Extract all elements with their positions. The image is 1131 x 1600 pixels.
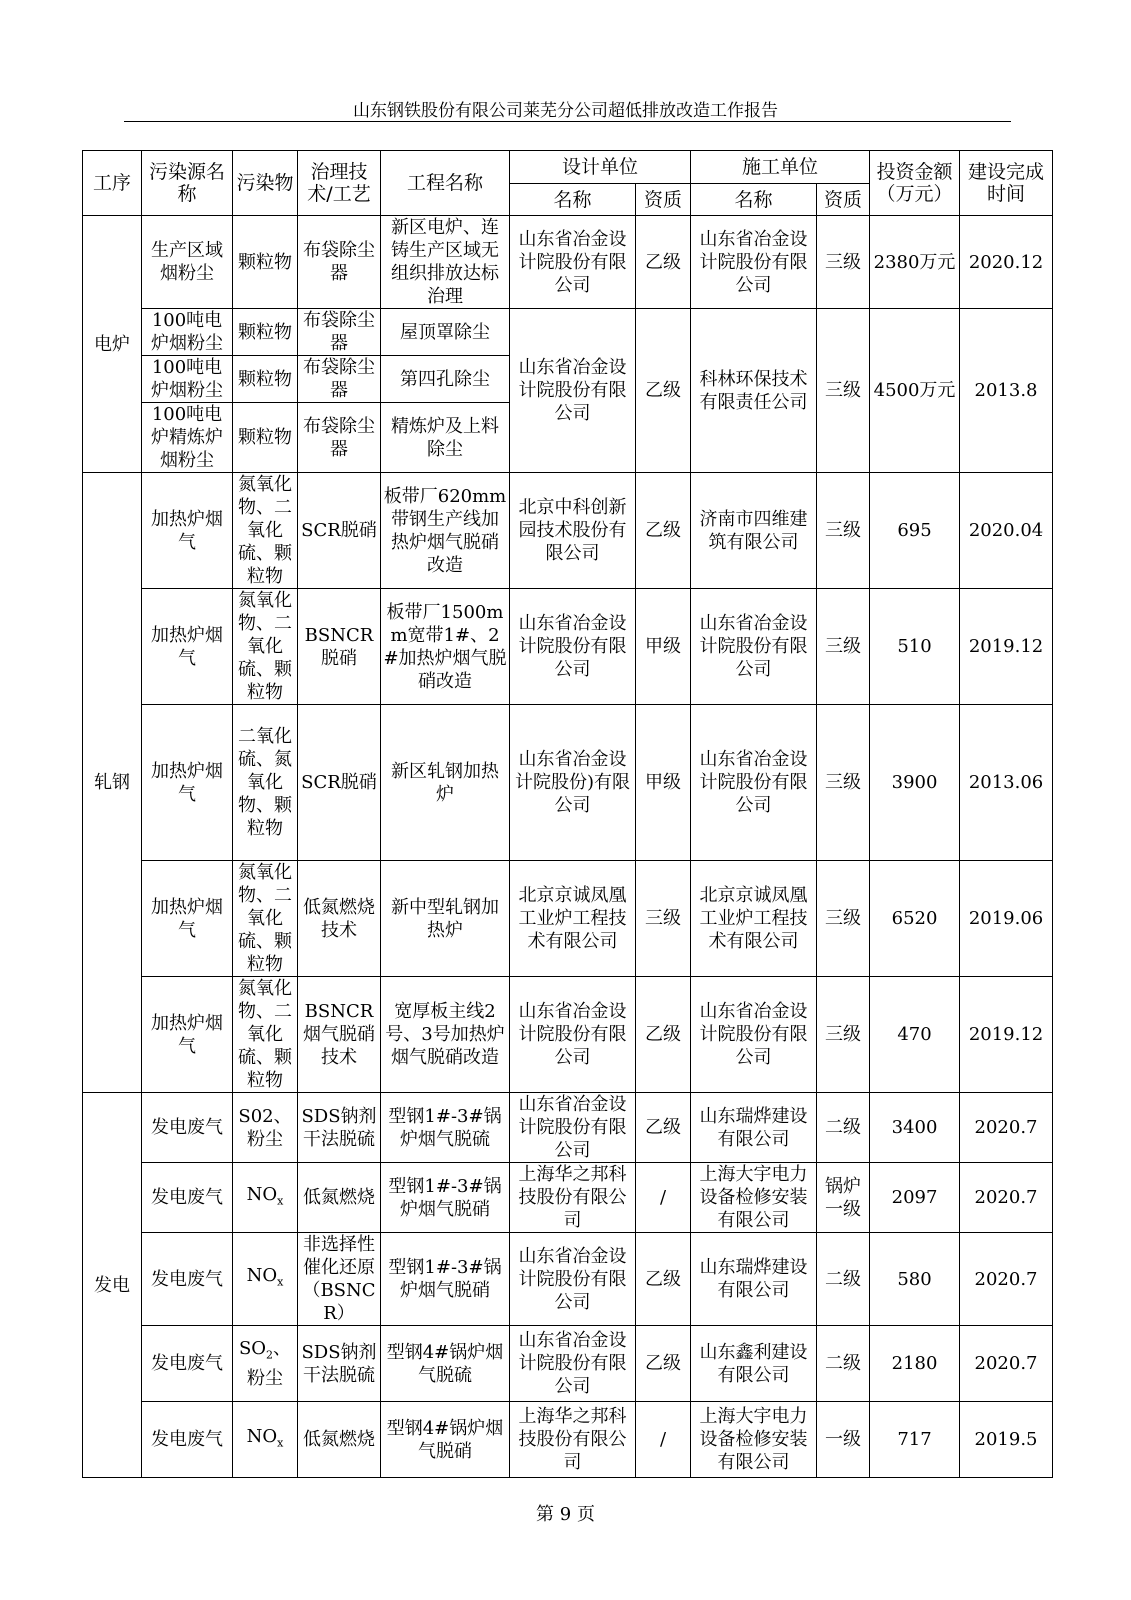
col-pollutant: 污染物 — [233, 151, 298, 216]
cell-construct-qual: 二级 — [817, 1093, 870, 1163]
cell-completion: 2019.06 — [960, 861, 1053, 977]
cell-tech: BSNCR脱硝 — [298, 589, 381, 705]
cell-construct-name: 山东省冶金设计院股份有限公司 — [691, 216, 817, 309]
cell-design-qual: 乙级 — [636, 473, 691, 589]
table-row — [83, 861, 1053, 977]
cell-investment: 2097 — [870, 1163, 960, 1233]
cell-source: 100吨电炉烟粉尘 — [142, 309, 233, 356]
cell-design-name: 山东省冶金设计院股份有限公司 — [510, 589, 636, 705]
header-rule — [124, 121, 1011, 122]
cell-project: 屋顶罩除尘 — [381, 309, 510, 356]
cell-investment: 510 — [870, 589, 960, 705]
table-row — [83, 1326, 1053, 1402]
cell-pollutant: S02、粉尘 — [233, 1093, 298, 1163]
cell-investment: 717 — [870, 1402, 960, 1478]
cell-design-qual: 甲级 — [636, 705, 691, 861]
table-row — [83, 1163, 1053, 1233]
cell-source: 加热炉烟气 — [142, 589, 233, 705]
table-row — [83, 309, 1053, 356]
cell-completion: 2020.7 — [960, 1233, 1053, 1326]
cell-project: 新区轧钢加热炉 — [381, 705, 510, 861]
col-design-name: 名称 — [510, 184, 636, 216]
cell-design-name: 北京中科创新园技术股份有限公司 — [510, 473, 636, 589]
cell-design-name: 山东省冶金设计院股份有限公司 — [510, 216, 636, 309]
cell-tech: SDS钠剂干法脱硫 — [298, 1326, 381, 1402]
pollutant-sub: 2 — [266, 1348, 274, 1362]
cell-tech: 非选择性催化还原（BSNCR） — [298, 1233, 381, 1326]
col-construct-unit: 施工单位 — [691, 151, 870, 184]
cell-tech: SCR脱硝 — [298, 705, 381, 861]
cell-pollutant: 氮氧化物、二氧化硫、颗粒物 — [233, 473, 298, 589]
cell-tech: 布袋除尘器 — [298, 356, 381, 403]
cell-construct-name: 上海大宇电力设备检修安装有限公司 — [691, 1163, 817, 1233]
cell-pollutant: 氮氧化物、二氧化硫、颗粒物 — [233, 861, 298, 977]
cell-source: 发电废气 — [142, 1093, 233, 1163]
cell-design-qual: / — [636, 1163, 691, 1233]
cell-construct-name: 上海大宇电力设备检修安装有限公司 — [691, 1402, 817, 1478]
cell-design-name: 山东省冶金设计院股份有限公司 — [510, 309, 636, 473]
cell-design-qual: 乙级 — [636, 1326, 691, 1402]
cell-pollutant: 颗粒物 — [233, 356, 298, 403]
cell-investment: 3400 — [870, 1093, 960, 1163]
cell-project: 型钢4#锅炉烟气脱硝 — [381, 1402, 510, 1478]
cell-construct-name: 山东省冶金设计院股份有限公司 — [691, 705, 817, 861]
cell-design-qual: 三级 — [636, 861, 691, 977]
cell-tech: 低氮燃烧 — [298, 1402, 381, 1478]
cell-design-name: 山东省冶金设计院股份有限公司 — [510, 1093, 636, 1163]
cell-pollutant — [233, 1402, 298, 1478]
cell-source: 生产区域烟粉尘 — [142, 216, 233, 309]
cell-source: 100吨电炉精炼炉烟粉尘 — [142, 403, 233, 473]
cell-pollutant — [233, 1326, 298, 1402]
cell-pollutant: 颗粒物 — [233, 403, 298, 473]
cell-design-qual: 乙级 — [636, 977, 691, 1093]
cell-project: 第四孔除尘 — [381, 356, 510, 403]
cell-pollutant: 氮氧化物、二氧化硫、颗粒物 — [233, 977, 298, 1093]
cell-construct-qual: 锅炉一级 — [817, 1163, 870, 1233]
col-completion: 建设完成时间 — [960, 151, 1053, 216]
group-fadian: 发电 — [83, 1093, 142, 1478]
cell-design-name: 山东省冶金设计院股份)有限公司 — [510, 705, 636, 861]
col-design-qual: 资质 — [636, 184, 691, 216]
pollutant-main: SO — [238, 1338, 267, 1360]
cell-construct-name: 山东瑞烨建设有限公司 — [691, 1093, 817, 1163]
cell-source: 发电废气 — [142, 1163, 233, 1233]
cell-tech: BSNCR烟气脱硝技术 — [298, 977, 381, 1093]
pollutant-main: NO — [246, 1265, 278, 1287]
table-row — [83, 1233, 1053, 1326]
cell-design-qual: 乙级 — [636, 1093, 691, 1163]
table-row — [83, 216, 1053, 309]
col-process: 工序 — [83, 151, 142, 216]
cell-construct-name: 科林环保技术有限责任公司 — [691, 309, 817, 473]
cell-design-qual: 乙级 — [636, 309, 691, 473]
cell-design-qual: 甲级 — [636, 589, 691, 705]
cell-project: 型钢1#-3#锅炉烟气脱硝 — [381, 1233, 510, 1326]
cell-design-name: 山东省冶金设计院股份有限公司 — [510, 977, 636, 1093]
page-number: 第 9 页 — [536, 1504, 595, 1525]
col-source: 污染源名称 — [142, 151, 233, 216]
cell-source: 发电废气 — [142, 1402, 233, 1478]
cell-source: 加热炉烟气 — [142, 705, 233, 861]
cell-construct-name: 山东瑞烨建设有限公司 — [691, 1233, 817, 1326]
cell-pollutant — [233, 1233, 298, 1326]
cell-construct-qual: 三级 — [817, 977, 870, 1093]
cell-investment: 470 — [870, 977, 960, 1093]
cell-construct-qual: 二级 — [817, 1233, 870, 1326]
cell-completion: 2020.7 — [960, 1326, 1053, 1402]
cell-project: 新中型轧钢加热炉 — [381, 861, 510, 977]
cell-construct-qual: 二级 — [817, 1326, 870, 1402]
cell-design-name: 上海华之邦科技股份有限公司 — [510, 1402, 636, 1478]
cell-construct-name: 济南市四维建筑有限公司 — [691, 473, 817, 589]
cell-construct-qual: 三级 — [817, 473, 870, 589]
cell-investment: 6520 — [870, 861, 960, 977]
cell-design-name: 北京京诚凤凰工业炉工程技术有限公司 — [510, 861, 636, 977]
cell-completion: 2020.12 — [960, 216, 1053, 309]
cell-tech: SCR脱硝 — [298, 473, 381, 589]
cell-construct-name: 山东省冶金设计院股份有限公司 — [691, 589, 817, 705]
cell-investment: 580 — [870, 1233, 960, 1326]
cell-tech: 低氮燃烧技术 — [298, 861, 381, 977]
table-row — [83, 589, 1053, 705]
table-row — [83, 705, 1053, 861]
group-dianlu: 电炉 — [83, 216, 142, 473]
col-tech: 治理技术/工艺 — [298, 151, 381, 216]
cell-project: 型钢4#锅炉烟气脱硫 — [381, 1326, 510, 1402]
cell-pollutant: 氮氧化物、二氧化硫、颗粒物 — [233, 589, 298, 705]
table-row — [83, 1093, 1053, 1163]
col-construct-name: 名称 — [691, 184, 817, 216]
cell-completion: 2019.12 — [960, 589, 1053, 705]
cell-completion: 2019.12 — [960, 977, 1053, 1093]
cell-design-qual: / — [636, 1402, 691, 1478]
cell-design-qual: 乙级 — [636, 1233, 691, 1326]
cell-completion: 2020.7 — [960, 1163, 1053, 1233]
cell-construct-qual: 三级 — [817, 216, 870, 309]
cell-investment: 3900 — [870, 705, 960, 861]
cell-design-name: 山东省冶金设计院股份有限公司 — [510, 1326, 636, 1402]
cell-construct-name: 山东鑫利建设有限公司 — [691, 1326, 817, 1402]
table-row — [83, 1402, 1053, 1478]
cell-construct-qual: 三级 — [817, 861, 870, 977]
cell-tech: 布袋除尘器 — [298, 216, 381, 309]
table-row — [83, 977, 1053, 1093]
pollutant-main: NO — [246, 1183, 278, 1205]
pollutant-sub: x — [277, 1275, 284, 1289]
emission-project-table — [82, 150, 1053, 1478]
cell-project: 精炼炉及上料除尘 — [381, 403, 510, 473]
cell-completion: 2013.8 — [960, 309, 1053, 473]
cell-tech: 布袋除尘器 — [298, 403, 381, 473]
cell-completion: 2020.7 — [960, 1093, 1053, 1163]
page-header: 山东钢铁股份有限公司莱芜分公司超低排放改造工作报告 — [353, 101, 778, 121]
pollutant-sub: x — [277, 1436, 284, 1450]
cell-investment: 2180 — [870, 1326, 960, 1402]
cell-construct-qual: 三级 — [817, 589, 870, 705]
cell-tech: SDS钠剂干法脱硫 — [298, 1093, 381, 1163]
cell-tech: 低氮燃烧 — [298, 1163, 381, 1233]
group-zhagang: 轧钢 — [83, 473, 142, 1093]
cell-investment: 695 — [870, 473, 960, 589]
cell-construct-name: 北京京诚凤凰工业炉工程技术有限公司 — [691, 861, 817, 977]
cell-design-name: 山东省冶金设计院股份有限公司 — [510, 1233, 636, 1326]
cell-investment: 4500万元 — [870, 309, 960, 473]
cell-construct-qual: 三级 — [817, 309, 870, 473]
pollutant-main: NO — [246, 1425, 278, 1447]
cell-source: 加热炉烟气 — [142, 473, 233, 589]
col-investment: 投资金额（万元） — [870, 151, 960, 216]
cell-project: 新区电炉、连铸生产区域无组织排放达标治理 — [381, 216, 510, 309]
col-construct-qual: 资质 — [817, 184, 870, 216]
pollutant-tail: 、粉尘 — [247, 1338, 292, 1389]
cell-completion: 2013.06 — [960, 705, 1053, 861]
cell-source: 加热炉烟气 — [142, 861, 233, 977]
col-design-unit: 设计单位 — [510, 151, 691, 184]
table-row — [83, 473, 1053, 589]
col-project: 工程名称 — [381, 151, 510, 216]
cell-source: 发电废气 — [142, 1233, 233, 1326]
cell-project: 型钢1#-3#锅炉烟气脱硝 — [381, 1163, 510, 1233]
cell-project: 板带厂1500mm宽带1#、2#加热炉烟气脱硝改造 — [381, 589, 510, 705]
cell-design-qual: 乙级 — [636, 216, 691, 309]
cell-project: 宽厚板主线2号、3号加热炉烟气脱硝改造 — [381, 977, 510, 1093]
cell-construct-qual: 三级 — [817, 705, 870, 861]
cell-pollutant: 二氧化硫、氮氧化物、颗粒物 — [233, 705, 298, 861]
cell-pollutant: 颗粒物 — [233, 216, 298, 309]
cell-source: 发电废气 — [142, 1326, 233, 1402]
cell-completion: 2019.5 — [960, 1402, 1053, 1478]
table-header-row — [83, 151, 1053, 184]
cell-completion: 2020.04 — [960, 473, 1053, 589]
cell-investment: 2380万元 — [870, 216, 960, 309]
cell-project: 型钢1#-3#锅炉烟气脱硫 — [381, 1093, 510, 1163]
cell-design-name: 上海华之邦科技股份有限公司 — [510, 1163, 636, 1233]
cell-source: 加热炉烟气 — [142, 977, 233, 1093]
cell-project: 板带厂620mm带钢生产线加热炉烟气脱硝改造 — [381, 473, 510, 589]
cell-construct-name: 山东省冶金设计院股份有限公司 — [691, 977, 817, 1093]
cell-tech: 布袋除尘器 — [298, 309, 381, 356]
pollutant-sub: x — [277, 1194, 284, 1208]
cell-pollutant: 颗粒物 — [233, 309, 298, 356]
cell-construct-qual: 一级 — [817, 1402, 870, 1478]
cell-source: 100吨电炉烟粉尘 — [142, 356, 233, 403]
cell-pollutant — [233, 1163, 298, 1233]
